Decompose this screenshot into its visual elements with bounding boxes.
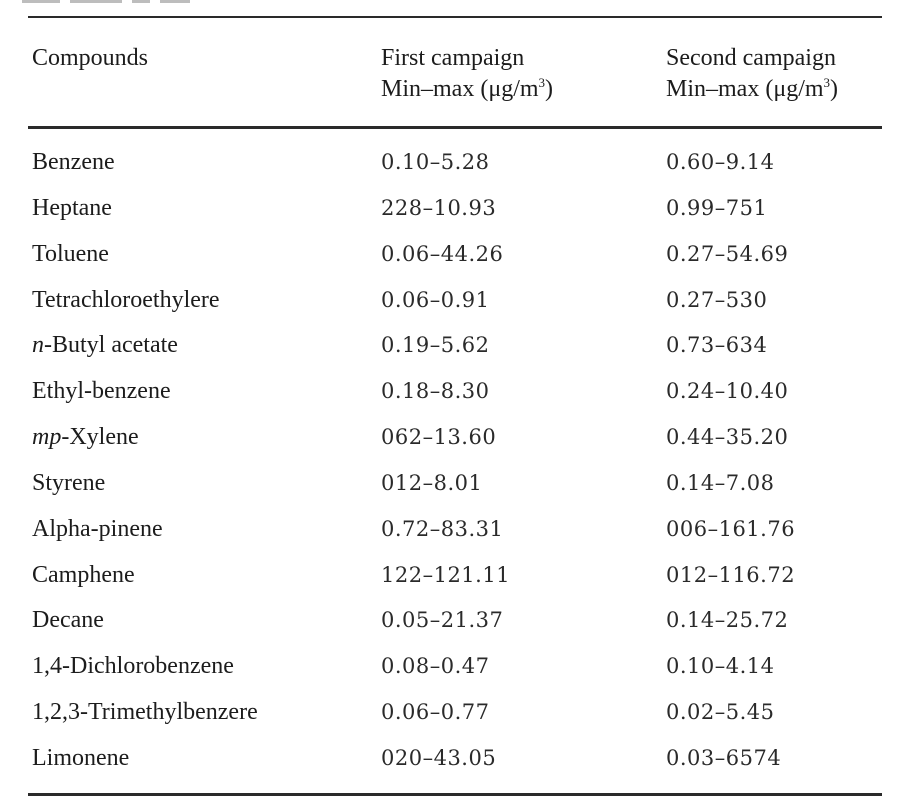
table-row	[0, 741, 902, 787]
header-compounds: Compounds	[32, 45, 149, 71]
first-campaign-range: 0.06–0.77	[381, 700, 490, 725]
table-row	[0, 237, 902, 283]
first-campaign-range: 122–121.11	[381, 562, 511, 587]
second-campaign-range: 0.27–530	[666, 287, 768, 312]
table-row	[0, 328, 902, 374]
compound-name: Styrene	[32, 469, 106, 496]
second-campaign-range: 0.24–10.40	[666, 379, 789, 404]
second-campaign-range: 012–116.72	[666, 562, 796, 587]
table-header-rule	[28, 126, 882, 129]
table-row	[0, 695, 902, 741]
first-campaign-range: 020–43.05	[381, 745, 497, 770]
first-campaign-range: 0.06–44.26	[381, 241, 504, 266]
header-first-campaign-title: First campaign	[381, 45, 525, 71]
compound-name: Camphene	[32, 561, 135, 588]
table-row	[0, 649, 902, 695]
cropped-caption-fragment	[22, 0, 242, 8]
table-row	[0, 374, 902, 420]
compound-name: Limonene	[32, 744, 130, 771]
first-campaign-range: 0.08–0.47	[381, 654, 490, 679]
compound-name: Ethyl-benzene	[32, 378, 171, 405]
first-campaign-range: 0.18–8.30	[381, 379, 490, 404]
second-campaign-range: 0.02–5.45	[666, 700, 775, 725]
compound-name: 1,4-Dichlorobenzene	[32, 653, 234, 680]
header-first-campaign	[381, 43, 553, 105]
table-row	[0, 466, 902, 512]
first-campaign-range: 0.06–0.91	[381, 287, 490, 312]
second-campaign-range: 0.03–6574	[666, 745, 782, 770]
second-campaign-range: 0.14–25.72	[666, 608, 789, 633]
compound-name: Toluene	[32, 240, 109, 267]
table-row	[0, 603, 902, 649]
table-row	[0, 145, 902, 191]
header-first-campaign-unit: Min–max $(\mu g/m^3)$	[381, 75, 554, 102]
table-row	[0, 191, 902, 237]
table-bottom-rule	[28, 793, 882, 796]
second-campaign-range: 0.10–4.14	[666, 654, 775, 679]
compound-name: mp-Xylene	[32, 424, 139, 451]
compound-name: Decane	[32, 607, 104, 634]
first-campaign-range: 0.05–21.37	[381, 608, 504, 633]
table-top-rule	[28, 16, 882, 18]
first-campaign-range: 062–13.60	[381, 425, 497, 450]
table-row	[0, 512, 902, 558]
first-campaign-range: 0.10–5.28	[381, 150, 490, 174]
compound-name: Alpha-pinene	[32, 515, 163, 542]
table-body	[0, 145, 902, 787]
header-second-campaign	[666, 43, 838, 105]
table-row	[0, 420, 902, 466]
table-row	[0, 558, 902, 604]
first-campaign-range: 0.72–83.31	[381, 516, 504, 541]
compound-name: Heptane	[32, 194, 112, 221]
compound-name: n-Butyl acetate	[32, 332, 178, 359]
header-second-campaign-title: Second campaign	[666, 45, 836, 71]
second-campaign-range: 0.60–9.14	[666, 150, 775, 174]
compound-name: 1,2,3-Trimethylbenzere	[32, 699, 258, 726]
header-second-campaign-unit: Min–max $(\mu g/m^3)$	[666, 75, 839, 102]
second-campaign-range: 0.14–7.08	[666, 470, 775, 495]
second-campaign-range: 0.99–751	[666, 195, 768, 220]
compound-name: Tetrachloroethylere	[32, 286, 220, 313]
first-campaign-range: 228–10.93	[381, 195, 497, 220]
table-header	[0, 43, 902, 113]
first-campaign-range: 0.19–5.62	[381, 333, 490, 358]
second-campaign-range: 0.44–35.20	[666, 425, 789, 450]
second-campaign-range: 006–161.76	[666, 516, 796, 541]
second-campaign-range: 0.73–634	[666, 333, 768, 358]
compound-name: Benzene	[32, 149, 115, 175]
table-row	[0, 283, 902, 329]
second-campaign-range: 0.27–54.69	[666, 241, 789, 266]
first-campaign-range: 012–8.01	[381, 470, 483, 495]
